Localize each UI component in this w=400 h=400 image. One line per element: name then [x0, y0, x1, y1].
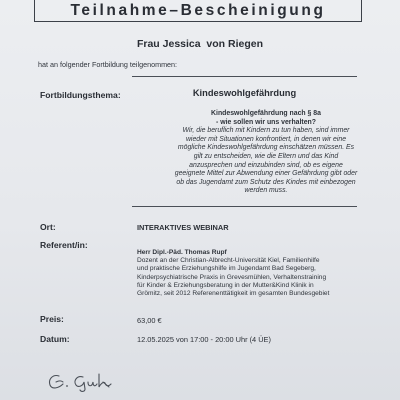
location-value: INTERAKTIVES WEBINAR	[137, 223, 229, 232]
topic-title: Kindeswohlgefährdung	[192, 88, 297, 98]
price-label: Preis:	[40, 314, 64, 324]
speaker-label: Referent/in:	[40, 240, 88, 250]
divider-line	[132, 76, 357, 77]
speaker-bio-line: Grömitz, seit 2012 Referenenttätigkeit im gesamten Bundesgebiet	[137, 290, 330, 298]
topic-body-line: Wir, die beruflich mit Kindern zu tun haben, sind immer	[182, 127, 350, 135]
speaker-bio-line: und praktische Erziehungshilfe im Jugendamt Bad Segeberg,	[137, 265, 316, 273]
topic-body-line: geeignete Mittel zur Abwendung einer Gefährdung gibt oder	[174, 170, 358, 178]
topic-description	[166, 110, 366, 196]
speaker-bio-line: Dozent an der Christian-Albrecht-Universität Kiel, Familienhilfe	[137, 257, 320, 265]
topic-body-line: wieder mit Situationen konfrontiert, in denen wir eine	[185, 135, 347, 143]
participant-name: Frau Jessica von Riegen	[136, 38, 264, 50]
topic-body-line: ob das Jugendamt zum Schutz des Kindes mit einbezogen	[176, 178, 356, 186]
topic-body-line: anzusprechen und einzubinden sind, ob es eigene	[189, 161, 343, 169]
topic-label: Fortbildungsthema:	[40, 90, 121, 100]
topic-heading-line: - wie sollen wir uns verhalten?	[216, 118, 316, 126]
date-value: 12.05.2025 von 17:00 - 20:00 Uhr (4 ÜE)	[137, 335, 271, 344]
location-label: Ort:	[40, 222, 56, 232]
speaker-bio-line: für Kinder & Erziehungsberatung in der Mutter&Kind Klinik in	[137, 281, 314, 289]
speaker-bio-line: Kinderpsychiatrische Praxis in Grevesmühlen, Verhaltenstraining	[137, 273, 327, 281]
price-value: 63,00 €	[137, 316, 162, 325]
certificate-title: Teilnahme–Bescheinigung	[70, 2, 326, 19]
topic-body-line: mögliche Kindeswohlgefährdung einschätzen müssen. Es	[177, 144, 355, 152]
intro-text: hat an folgender Fortbildung teilgenommen:	[38, 60, 178, 69]
divider-line	[132, 206, 357, 207]
topic-body-line: gilt zu entscheiden, wie die Eltern und das Kind	[193, 152, 339, 160]
topic-heading-line: Kindeswohlgefährdung nach § 8a	[211, 110, 321, 117]
speaker-name: Herr Dipl.-Päd. Thomas Rupf	[137, 249, 227, 256]
date-label: Datum:	[40, 334, 70, 344]
handwritten-signature	[45, 370, 120, 392]
topic-body-line: werden muss.	[244, 187, 288, 195]
speaker-info	[137, 249, 372, 298]
